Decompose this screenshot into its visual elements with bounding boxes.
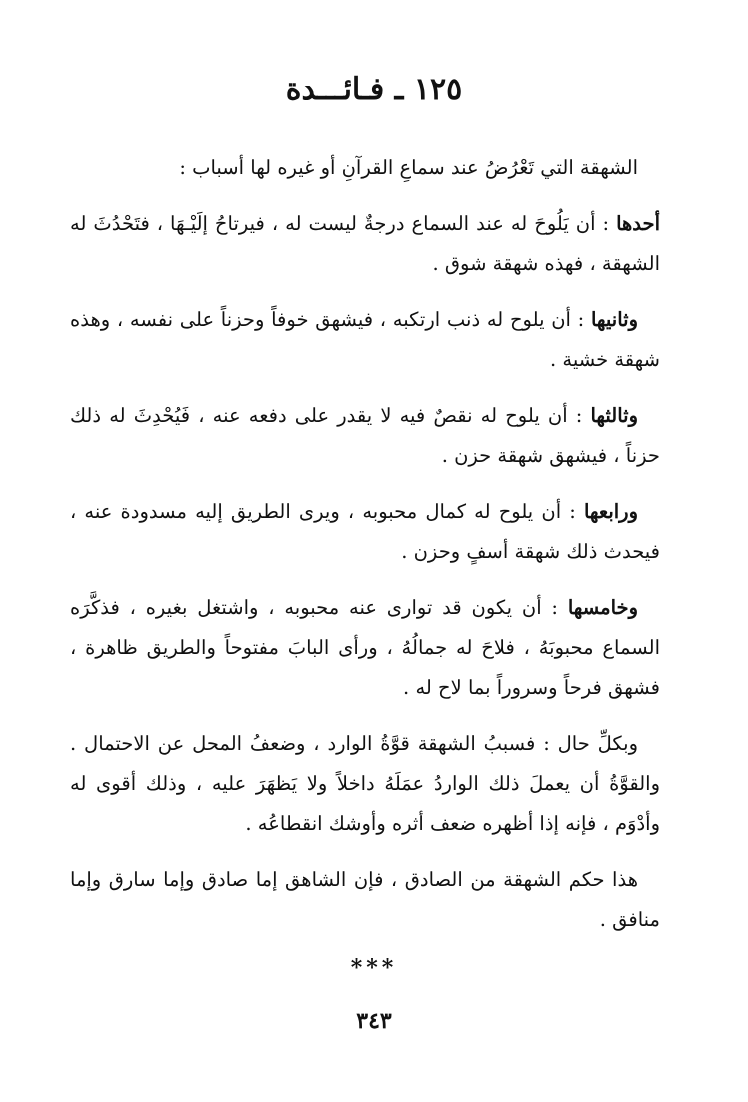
paragraph-lead: أحدها: [616, 212, 660, 235]
section-title: ١٢٥ ـ فـائـــدة: [285, 72, 463, 107]
paragraph-lead: وثانيها: [590, 308, 638, 331]
paragraph-cause: [70, 724, 660, 844]
paragraph-lead: ورابعها: [583, 500, 638, 523]
section-separator: ***: [350, 955, 398, 981]
paragraph-text: : أن يلوح له نقصٌ فيه لا يقدر على دفعه عنه ، فَيُحْدِثَ له ذلك حزناً ، فيشهق شهقة حزن .: [70, 404, 660, 467]
paragraph-text: : أن يكون قد توارى عنه محبوبه ، واشتغل بغيره ، فذكَّرَه السماع محبوبَهُ ، فلاحَ له جمالُهُ ، ورأى البابَ مفتوحاً والطريق ظاهرة ، فشهق فرحاً وسروراً بما لاح له .: [70, 596, 660, 699]
paragraph-text: الشهقة التي تَعْرُضُ عند سماعِ القرآنِ أو غيره لها أسباب :: [179, 156, 638, 179]
paragraph-text: هذا حكم الشهقة من الصادق ، فإن الشاهق إما صادق وإما سارق وإما منافق .: [70, 868, 660, 931]
paragraph-text: : أن يَلُوحَ له عند السماع درجةٌ ليست له ، فيرتاحُ إلَيْـهَا ، فتَحْدُثَ له الشهقة ، فهذه شهقة شوق .: [70, 212, 660, 275]
paragraph-first-reason: [70, 204, 660, 284]
paragraph-text: وبكلِّ حال : فسببُ الشهقة قوَّةُ الوارد ، وضعفُ المحل عن الاحتمال . والقوَّةُ أن يعملَ ذلك الواردُ عمَلَهُ داخلاً ولا يَظهَرَ عليه ، وذلك أقوى له وأدْوَم ، فإنه إذا أظهره ضعف أثره وأوشك انقطاعُه .: [70, 732, 660, 835]
paragraph-text: : أن يلوح له كمال محبوبه ، ويرى الطريق إليه مسدودة عنه ، فيحدث ذلك شهقة أسفٍ وحزن .: [70, 500, 660, 563]
paragraph-lead: وثالثها: [590, 404, 638, 427]
paragraph-fourth-reason: [70, 492, 660, 572]
paragraph-second-reason: [70, 300, 660, 380]
paragraph-fifth-reason: [70, 588, 660, 708]
paragraph-conclusion: [70, 860, 660, 940]
paragraph-text: : أن يلوح له ذنب ارتكبه ، فيشهق خوفاً وحزناً على نفسه ، وهذه شهقة خشية .: [70, 308, 660, 371]
body-text: [70, 148, 660, 956]
paragraph-intro: [70, 148, 660, 188]
page-number: ٣٤٣: [356, 1008, 392, 1034]
paragraph-lead: وخامسها: [567, 596, 638, 619]
paragraph-third-reason: [70, 396, 660, 476]
